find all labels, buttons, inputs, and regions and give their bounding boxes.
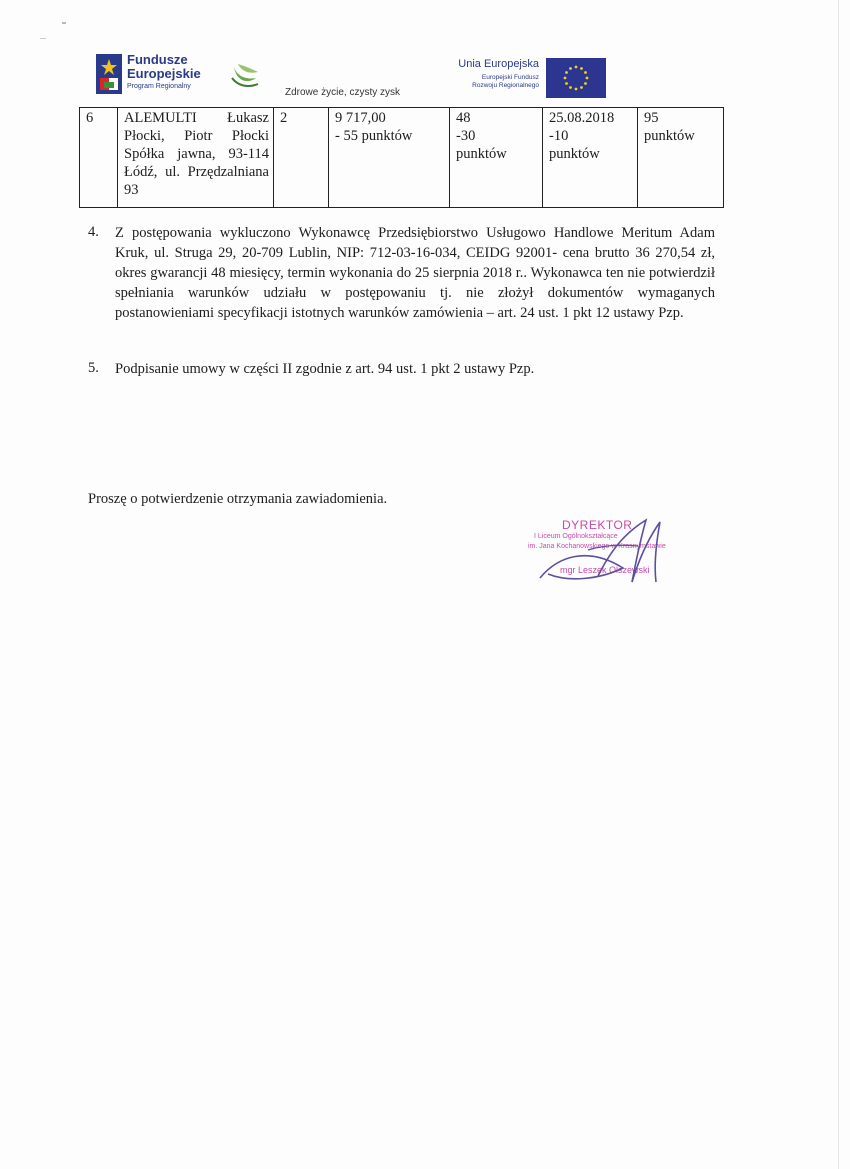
- fe-star-icon: [96, 54, 122, 94]
- item-number: 4.: [88, 224, 99, 240]
- results-table: [79, 107, 724, 208]
- stamp-line-1: I Liceum Ogólnokształcące: [534, 533, 618, 540]
- scan-artifact: [40, 38, 46, 39]
- ue-title: Unia Europejska: [458, 58, 539, 70]
- fundusze-europejskie-logo: [96, 50, 236, 98]
- warranty-value: 48 -30 punktów: [456, 110, 507, 162]
- cell-contractor: ALEMULTI Łukasz Płocki, Piotr Płocki Spółka jawna, 93-114 Łódź, ul. Przędzalniana 93: [118, 108, 274, 208]
- item-text: Z postępowania wykluczono Wykonawcę Przedsiębiorstwo Usługowo Handlowe Meritum Adam Kruk, ul. Struga 29, 20-709 Lublin, NIP: 712-03-16-034, CEIDG 92001- cena brutto 36 270,54 zł, okres gwarancji 48 miesięcy, termin wykonania do 25 sierpnia 2018 r.. Wykonawca ten nie potwierdził spełniania warunków udziału w postępowaniu tj. nie złożył dokumentów wymaganych postanowieniami specyfikacji istotnych warunków zamówienia – art. 24 ust. 1 pkt 12 ustawy Pzp.: [115, 225, 715, 321]
- total-value: 95 punktów: [644, 110, 695, 144]
- cell-part: 2: [274, 108, 329, 208]
- handwritten-signature: [528, 516, 678, 592]
- fe-line-1: Fundusze: [127, 52, 188, 67]
- scan-artifact: [62, 22, 66, 24]
- stamp-line-2: im. Jana Kochanowskiego w Krasnymstawie: [528, 543, 666, 550]
- scan-edge: [838, 0, 839, 1169]
- date-value: 25.08.2018 -10 punktów: [549, 110, 615, 162]
- item-number: 5.: [88, 360, 99, 376]
- fe-line-3: Program Regionalny: [127, 83, 191, 90]
- cell-date: [543, 108, 638, 208]
- ue-subtitle-line-2: Rozwoju Regionalnego: [472, 82, 539, 89]
- price-value: 9 717,00 - 55 punktów: [335, 110, 413, 144]
- stamp-title: DYREKTOR: [562, 518, 633, 532]
- cell-warranty: [450, 108, 543, 208]
- cell-price: [329, 108, 450, 208]
- cell-total: [638, 108, 724, 208]
- eu-flag-icon: [546, 58, 606, 98]
- ue-subtitle-line-1: Europejski Fundusz: [481, 74, 539, 81]
- closing-text: Proszę o potwierdzenie otrzymania zawiadomienia.: [88, 491, 388, 507]
- table-row: [80, 108, 724, 208]
- item-text: Podpisanie umowy w części II zgodnie z art. 94 ust. 1 pkt 2 ustawy Pzp.: [115, 361, 535, 377]
- region-logo-icon: [224, 60, 264, 96]
- fe-line-2: Europejskie: [127, 66, 201, 81]
- ue-subtitle: [437, 74, 539, 90]
- cell-number: 6: [80, 108, 118, 208]
- stamp-name: mgr Leszek Olszewski: [560, 565, 650, 575]
- slogan: Zdrowe życie, czysty zysk: [285, 87, 401, 98]
